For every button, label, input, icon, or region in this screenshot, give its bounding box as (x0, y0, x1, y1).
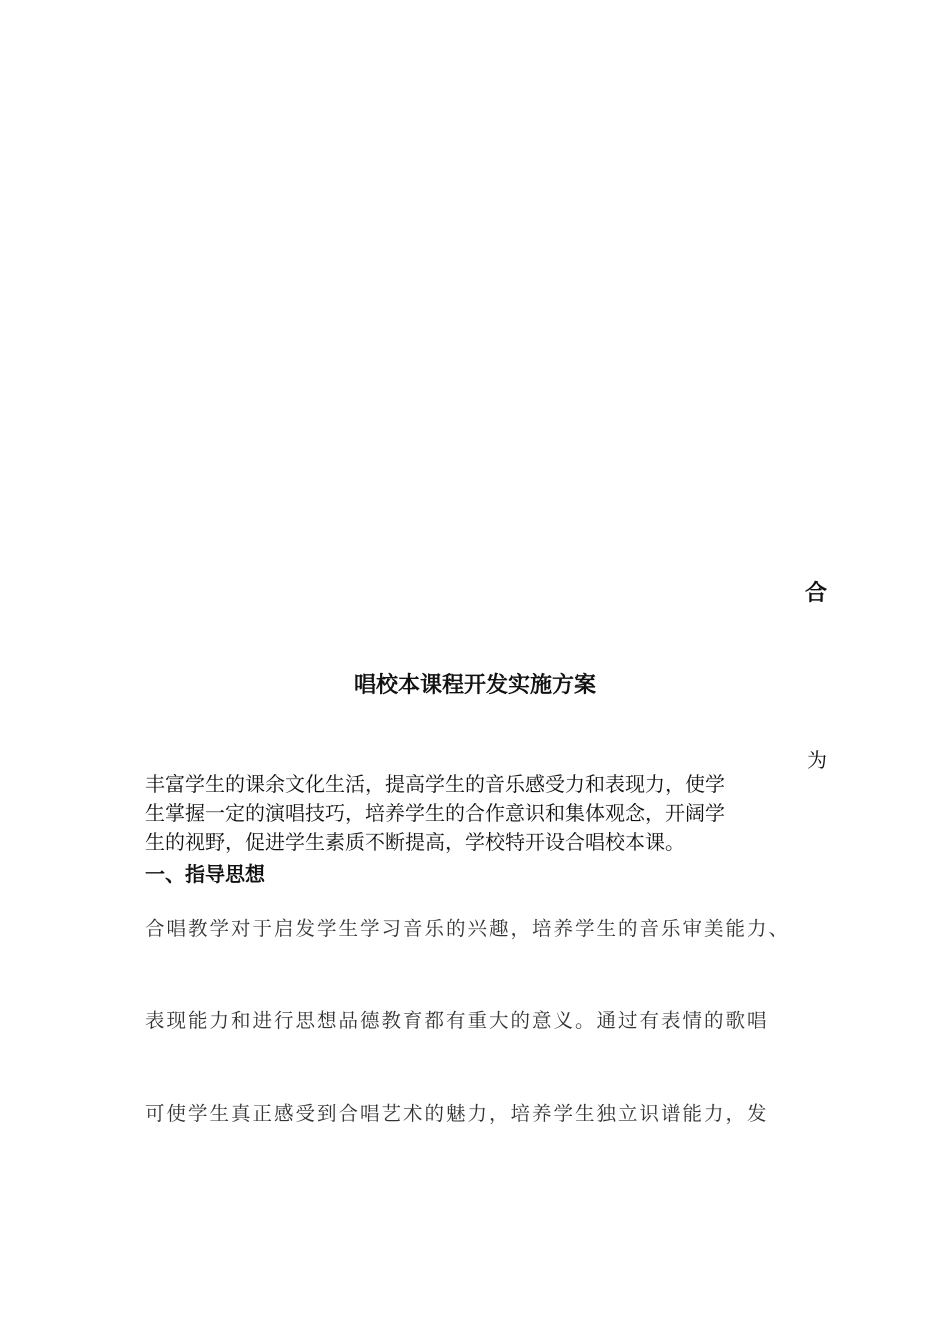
intro-line: 丰富学生的课余文化生活，提高学生的音乐感受力和表现力，使学 (145, 772, 725, 796)
intro-first-char: 为 (807, 748, 827, 772)
intro-line: 生掌握一定的演唱技巧，培养学生的合作意识和集体观念，开阔学 (145, 801, 725, 825)
title-first-char: 合 (805, 581, 828, 606)
body-line: 合唱教学对于启发学生学习音乐的兴趣，培养学生的音乐审美能力、 (145, 917, 791, 940)
section-heading: 一、指导思想 (145, 862, 265, 886)
page-title: 唱校本课程开发实施方案 (353, 673, 596, 698)
body-line: 表现能力和进行思想品德教育都有重大的意义。通过有表情的歌唱 (145, 1009, 769, 1032)
intro-line: 生的视野，促进学生素质不断提高，学校特开设合唱校本课。 (145, 830, 685, 854)
body-line: 可使学生真正感受到合唱艺术的魅力，培养学生独立识谱能力，发 (145, 1102, 769, 1125)
